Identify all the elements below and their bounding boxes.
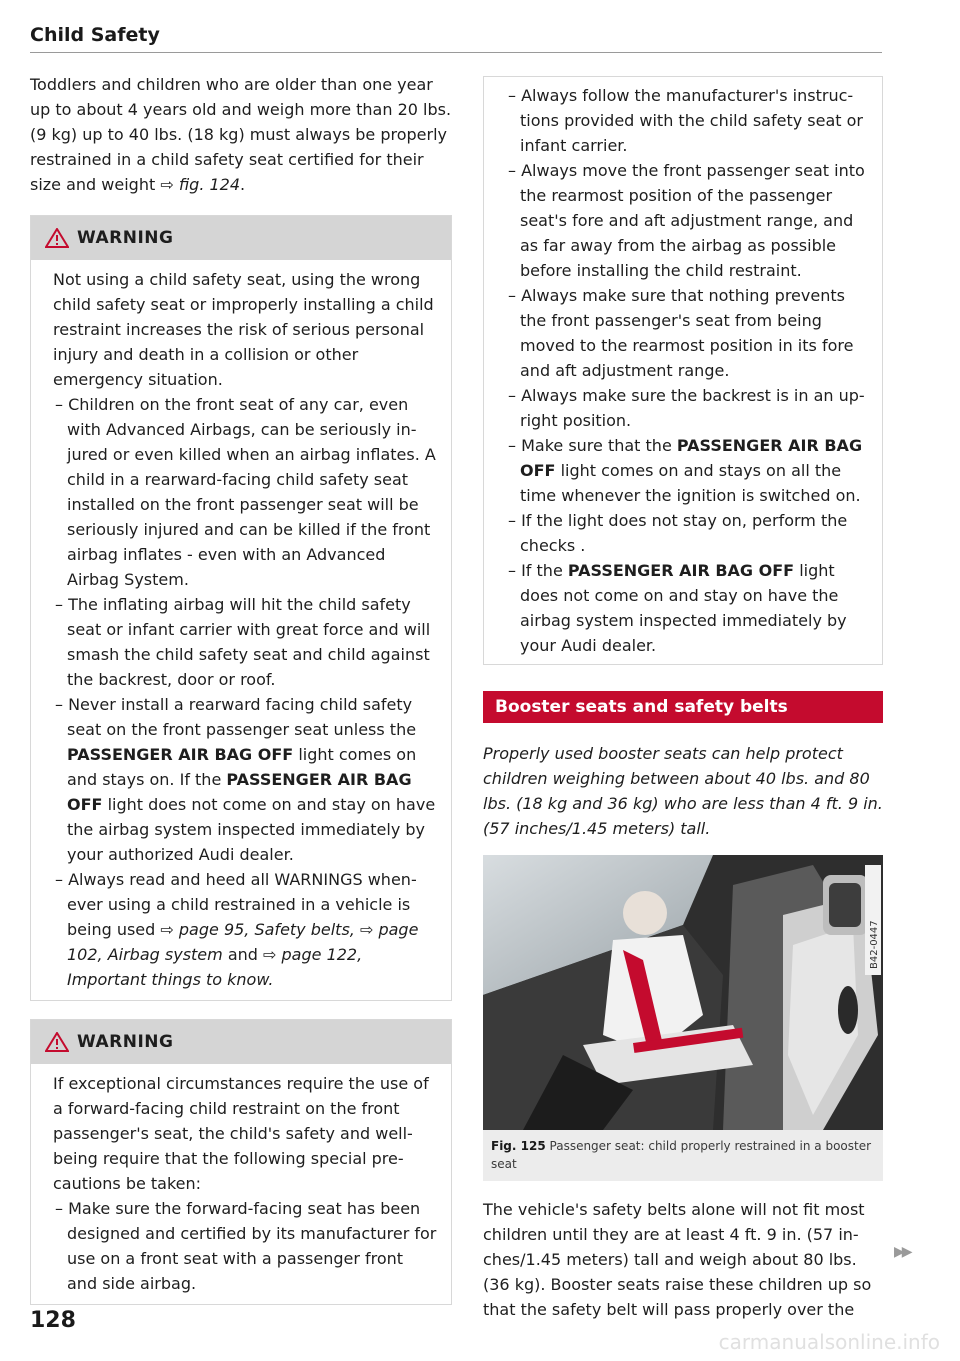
booster-paragraph: The vehicle's safety belts alone will not fit most children until they are at least 4 ft. 9 in. (57 inches/1.45 meters) tall and weigh about 80 lbs. (36 kg). Booster seats raise these children up so that the safety belt will pass properly over the: [483, 1200, 872, 1319]
figure-125: [483, 855, 883, 1181]
figure-caption-text: Passenger seat: child properly restrained in a booster seat: [491, 1139, 872, 1171]
warning1-para: Not using a child safety seat, using the wrong child safety seat or improperly installing a child restraint increases the risk of serious personal injury and death in a collision or other emergency situation.: [53, 270, 434, 389]
b4and: and: [227, 945, 258, 964]
lead-paragraph: Properly used booster seats can help protect children weighing between about 40 lbs. and 80 lbs. (18 kg and 36 kg) who are less than 4 ft. 9 in. (57 inches/1.45 meters) tall.: [483, 744, 883, 838]
cont-bullet-3: – Always make sure that nothing prevents the front passenger's seat from being moved to the rearmost position in its fore and aft adjustment range.: [508, 286, 854, 380]
c7b: PASSENGER AIR BAG OFF: [567, 561, 795, 580]
cont-bullet-2: – Always move the front passenger seat into the rearmost position of the passenger seat's fore and aft adjustment range, and as far away from the airbag as possible before installing the child restraint.: [508, 161, 865, 280]
warning2-para: If exceptional circumstances require the use of a forward-facing child restraint on the front passenger's seat, the child's safety and wellbeing require that the following special precautions be taken:: [53, 1074, 429, 1193]
watermark: carmanualsonline.info: [718, 1330, 940, 1354]
b3c: light comes on and stays on. If the: [67, 745, 417, 789]
fig-124-link[interactable]: fig. 124: [178, 175, 241, 194]
cont-bullet-4: – Always make sure the backrest is in an upright position.: [508, 386, 865, 430]
warning-header-1: [31, 216, 451, 260]
warning-header-2: [31, 1020, 451, 1064]
section-title: Child Safety: [30, 24, 160, 46]
section-banner: Booster seats and safety belts: [483, 691, 883, 723]
c5a: – Make sure that the: [508, 436, 672, 455]
b4a: – Always read and heed all WARNINGS whenever using a child restrained in a vehicle is being used ⇨: [55, 870, 417, 939]
cont-bullet-5: [498, 433, 868, 508]
figure-label: Fig. 125: [491, 1139, 546, 1153]
c5c: light comes on and stays on all the time whenever the ignition is switched on.: [520, 461, 861, 505]
intro-end: .: [240, 175, 246, 194]
airbag-system-link[interactable]: ⇨ page 102, Airbag system: [67, 920, 419, 964]
warning-triangle-icon: [45, 228, 69, 248]
warning-title-1: WARNING: [77, 227, 174, 248]
warning-triangle-icon: [45, 1032, 69, 1052]
warning-body-1: [31, 260, 451, 1000]
c5b: PASSENGER AIR BAG OFF: [520, 436, 863, 480]
b3d: PASSENGER AIR BAG OFF: [67, 770, 412, 814]
continue-arrow-icon: ▶▶: [894, 1244, 910, 1260]
warning-box-1: [30, 215, 452, 1001]
header-divider: [30, 52, 882, 53]
warning-continuation: [483, 76, 883, 665]
warning-box-2: [30, 1019, 452, 1305]
figure-code: B42-0447: [869, 920, 880, 969]
booster-seat-photo: [483, 855, 883, 1130]
warning-body-2: [31, 1064, 451, 1304]
left-column: [30, 72, 452, 1323]
b3a: – Never install a rearward facing child safety seat on the front passenger seat unless the: [55, 695, 417, 739]
cont-bullet-7: [498, 558, 868, 658]
b3b: PASSENGER AIR BAG OFF: [67, 745, 294, 764]
warning1-bullet-2: – The inflating airbag will hit the child safety seat or infant carrier with great force and will smash the child safety seat and child against the backrest, door or roof.: [55, 595, 431, 689]
page-number: 128: [30, 1308, 76, 1333]
important-things-link[interactable]: ⇨ page 122, Important things to know.: [67, 945, 363, 989]
cont-bullet-6: – If the light does not stay on, perform the checks .: [508, 511, 848, 555]
warning1-bullet-1: – Children on the front seat of any car, even with Advanced Airbags, can be seriously injured or even killed when an airbag inflates. A child in a rearward-facing child safety seat installed on the front passenger seat will be seriously injured and can be killed if the front airbag inflates - even with an Advanced Airbag System.: [55, 395, 436, 589]
intro-text: Toddlers and children who are older than one year up to about 4 years old and weigh more than 20 lbs. (9 kg) up to 40 lbs. (18 kg) must always be properly restrained in a child safety seat certified for their size and weight ⇨: [30, 75, 452, 194]
b3e: light does not come on and stay on have the airbag system inspected immediately by your authorized Audi dealer.: [67, 795, 436, 864]
warning2-bullet-1: – Make sure the forward-facing seat has been designed and certified by its manufacturer for use on a front seat with a passenger front and side airbag.: [55, 1199, 437, 1293]
warning1-bullet-3: [45, 692, 437, 867]
c7c: light does not come on and stay on have the airbag system inspected immediately by your Audi dealer.: [520, 561, 847, 655]
safety-belts-link[interactable]: page 95, Safety belts,: [178, 920, 355, 939]
warning-title-2: WARNING: [77, 1031, 174, 1052]
booster-seat-illustration: [483, 855, 883, 1130]
c7a: – If the: [508, 561, 563, 580]
right-column: [483, 76, 883, 1322]
cont-bullet-1: – Always follow the manufacturer's instructions provided with the child safety seat or infant carrier.: [508, 86, 863, 155]
intro-paragraph: [30, 72, 452, 197]
figure-caption: [483, 1130, 883, 1181]
warning1-bullet-4: [45, 867, 437, 992]
